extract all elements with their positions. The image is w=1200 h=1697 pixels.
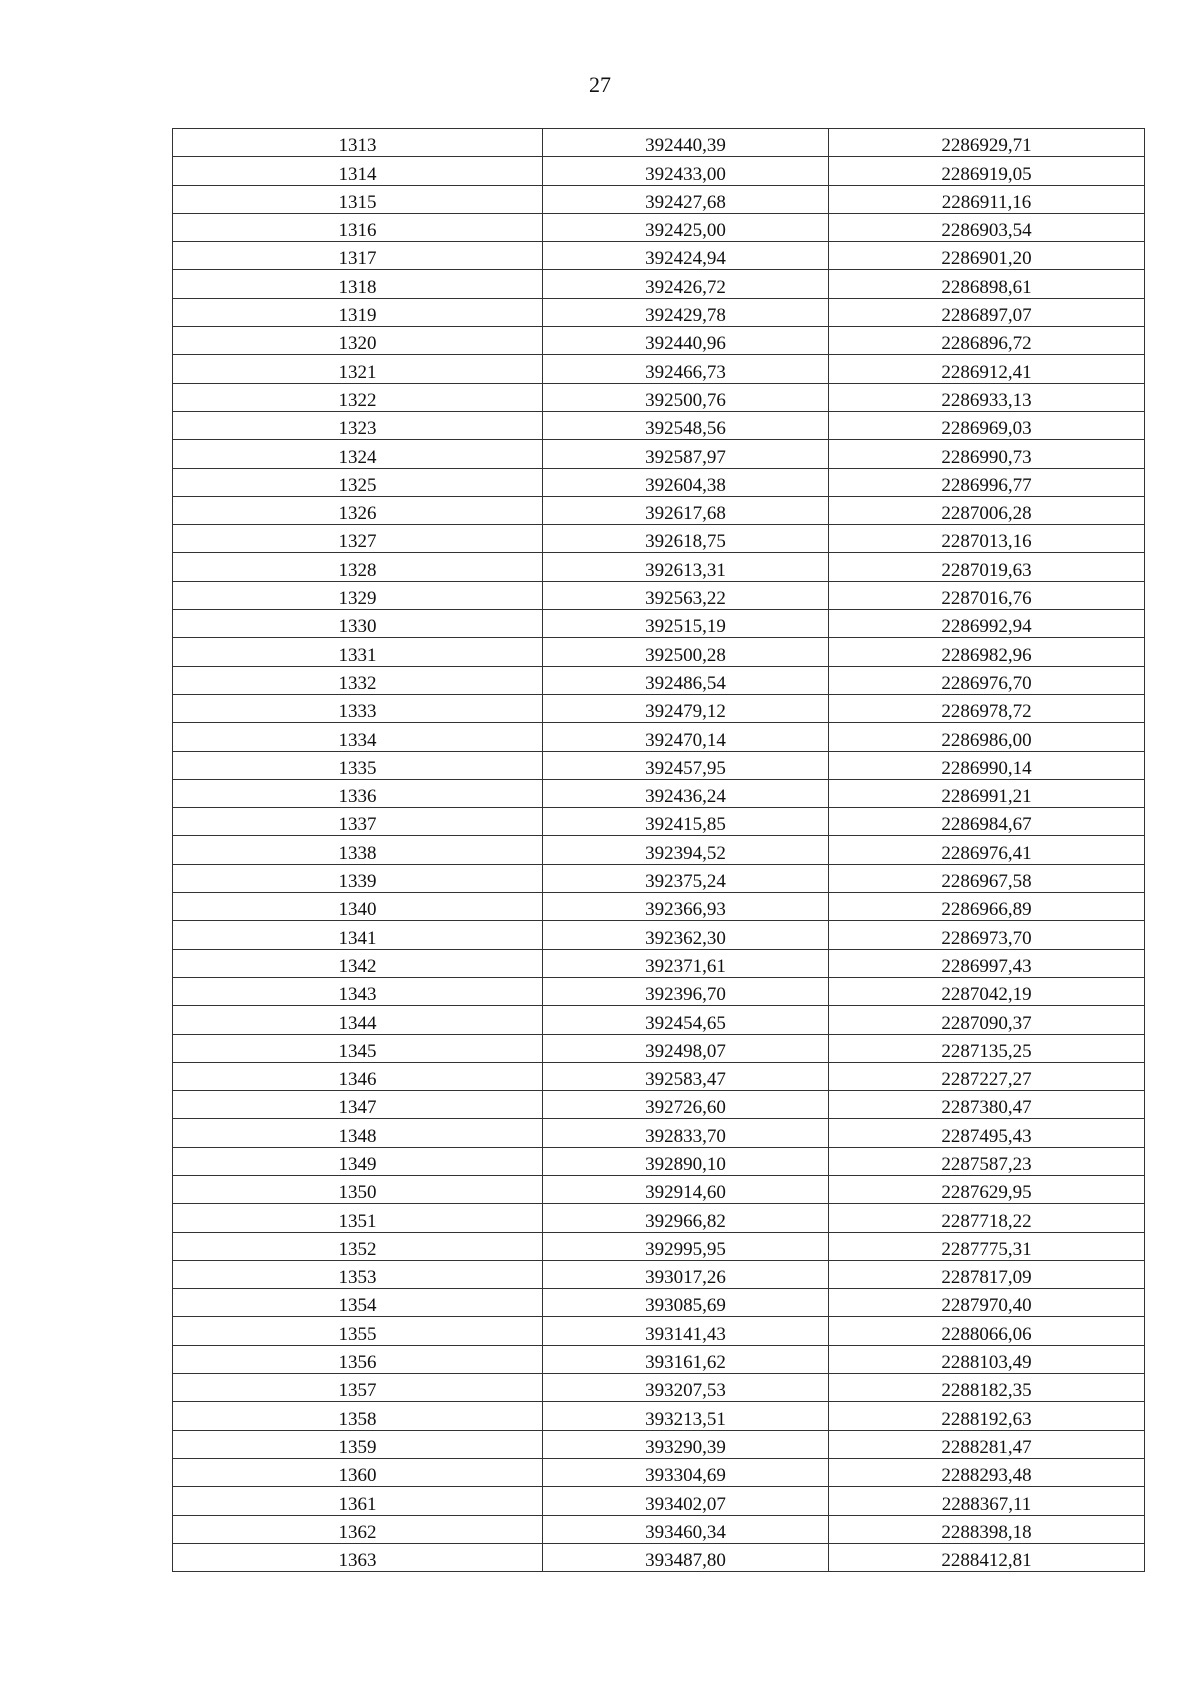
x-coordinate-cell: 392425,00 — [543, 213, 829, 241]
point-number-cell: 1331 — [173, 638, 543, 666]
y-coordinate-cell: 2288412,81 — [829, 1543, 1145, 1571]
y-coordinate-cell: 2287090,37 — [829, 1006, 1145, 1034]
table-row — [173, 949, 1145, 977]
x-coordinate-cell: 392362,30 — [543, 921, 829, 949]
table-row — [173, 553, 1145, 581]
y-coordinate-cell: 2287495,43 — [829, 1119, 1145, 1147]
x-coordinate-cell: 393141,43 — [543, 1317, 829, 1345]
y-coordinate-cell: 2286933,13 — [829, 383, 1145, 411]
point-number-cell: 1325 — [173, 468, 543, 496]
table-row — [173, 355, 1145, 383]
y-coordinate-cell: 2287775,31 — [829, 1232, 1145, 1260]
table-row — [173, 638, 1145, 666]
table-row — [173, 440, 1145, 468]
table-row — [173, 893, 1145, 921]
y-coordinate-cell: 2286992,94 — [829, 610, 1145, 638]
x-coordinate-cell: 392833,70 — [543, 1119, 829, 1147]
table-row — [173, 836, 1145, 864]
y-coordinate-cell: 2286911,16 — [829, 185, 1145, 213]
x-coordinate-cell: 392890,10 — [543, 1147, 829, 1175]
y-coordinate-cell: 2288398,18 — [829, 1515, 1145, 1543]
table-row — [173, 270, 1145, 298]
x-coordinate-cell: 393085,69 — [543, 1289, 829, 1317]
x-coordinate-cell: 392429,78 — [543, 298, 829, 326]
point-number-cell: 1340 — [173, 893, 543, 921]
x-coordinate-cell: 392726,60 — [543, 1091, 829, 1119]
x-coordinate-cell: 392415,85 — [543, 808, 829, 836]
point-number-cell: 1352 — [173, 1232, 543, 1260]
y-coordinate-cell: 2288066,06 — [829, 1317, 1145, 1345]
x-coordinate-cell: 392454,65 — [543, 1006, 829, 1034]
y-coordinate-cell: 2286991,21 — [829, 779, 1145, 807]
y-coordinate-cell: 2287629,95 — [829, 1175, 1145, 1203]
point-number-cell: 1337 — [173, 808, 543, 836]
table-row — [173, 1317, 1145, 1345]
x-coordinate-cell: 392457,95 — [543, 751, 829, 779]
y-coordinate-cell: 2286973,70 — [829, 921, 1145, 949]
table-row — [173, 1204, 1145, 1232]
point-number-cell: 1338 — [173, 836, 543, 864]
point-number-cell: 1324 — [173, 440, 543, 468]
point-number-cell: 1343 — [173, 977, 543, 1005]
point-number-cell: 1317 — [173, 242, 543, 270]
point-number-cell: 1315 — [173, 185, 543, 213]
x-coordinate-cell: 392440,39 — [543, 129, 829, 157]
x-coordinate-cell: 392440,96 — [543, 327, 829, 355]
y-coordinate-cell: 2286986,00 — [829, 723, 1145, 751]
x-coordinate-cell: 392479,12 — [543, 694, 829, 722]
point-number-cell: 1329 — [173, 581, 543, 609]
point-number-cell: 1322 — [173, 383, 543, 411]
x-coordinate-cell: 392375,24 — [543, 864, 829, 892]
point-number-cell: 1345 — [173, 1034, 543, 1062]
y-coordinate-cell: 2288192,63 — [829, 1402, 1145, 1430]
table-row — [173, 1034, 1145, 1062]
table-row — [173, 1091, 1145, 1119]
point-number-cell: 1327 — [173, 525, 543, 553]
table-row — [173, 1289, 1145, 1317]
y-coordinate-cell: 2287006,28 — [829, 496, 1145, 524]
y-coordinate-cell: 2288293,48 — [829, 1458, 1145, 1486]
table-row — [173, 1147, 1145, 1175]
x-coordinate-cell: 392500,28 — [543, 638, 829, 666]
table-row — [173, 185, 1145, 213]
x-coordinate-cell: 392436,24 — [543, 779, 829, 807]
table-row — [173, 1374, 1145, 1402]
table-row — [173, 1119, 1145, 1147]
x-coordinate-cell: 392396,70 — [543, 977, 829, 1005]
x-coordinate-cell: 393290,39 — [543, 1430, 829, 1458]
x-coordinate-cell: 393207,53 — [543, 1374, 829, 1402]
x-coordinate-cell: 393213,51 — [543, 1402, 829, 1430]
point-number-cell: 1344 — [173, 1006, 543, 1034]
table-row — [173, 1062, 1145, 1090]
y-coordinate-cell: 2286990,73 — [829, 440, 1145, 468]
point-number-cell: 1332 — [173, 666, 543, 694]
point-number-cell: 1334 — [173, 723, 543, 751]
x-coordinate-cell: 392371,61 — [543, 949, 829, 977]
x-coordinate-cell: 392426,72 — [543, 270, 829, 298]
x-coordinate-cell: 392995,95 — [543, 1232, 829, 1260]
x-coordinate-cell: 392914,60 — [543, 1175, 829, 1203]
table-row — [173, 383, 1145, 411]
point-number-cell: 1323 — [173, 411, 543, 439]
point-number-cell: 1314 — [173, 157, 543, 185]
x-coordinate-cell: 393017,26 — [543, 1260, 829, 1288]
point-number-cell: 1339 — [173, 864, 543, 892]
y-coordinate-cell: 2286901,20 — [829, 242, 1145, 270]
point-number-cell: 1357 — [173, 1374, 543, 1402]
y-coordinate-cell: 2286966,89 — [829, 893, 1145, 921]
table-row — [173, 1175, 1145, 1203]
table-row — [173, 808, 1145, 836]
point-number-cell: 1359 — [173, 1430, 543, 1458]
y-coordinate-cell: 2286997,43 — [829, 949, 1145, 977]
table-row — [173, 1232, 1145, 1260]
x-coordinate-cell: 392424,94 — [543, 242, 829, 270]
table-row — [173, 1260, 1145, 1288]
table-row — [173, 298, 1145, 326]
point-number-cell: 1320 — [173, 327, 543, 355]
y-coordinate-cell: 2286967,58 — [829, 864, 1145, 892]
x-coordinate-cell: 393487,80 — [543, 1543, 829, 1571]
y-coordinate-cell: 2286976,41 — [829, 836, 1145, 864]
point-number-cell: 1360 — [173, 1458, 543, 1486]
y-coordinate-cell: 2287016,76 — [829, 581, 1145, 609]
y-coordinate-cell: 2287019,63 — [829, 553, 1145, 581]
point-number-cell: 1346 — [173, 1062, 543, 1090]
x-coordinate-cell: 392515,19 — [543, 610, 829, 638]
y-coordinate-cell: 2286903,54 — [829, 213, 1145, 241]
point-number-cell: 1362 — [173, 1515, 543, 1543]
table-row — [173, 666, 1145, 694]
point-number-cell: 1350 — [173, 1175, 543, 1203]
point-number-cell: 1348 — [173, 1119, 543, 1147]
x-coordinate-cell: 393460,34 — [543, 1515, 829, 1543]
y-coordinate-cell: 2286919,05 — [829, 157, 1145, 185]
y-coordinate-cell: 2287587,23 — [829, 1147, 1145, 1175]
y-coordinate-cell: 2286969,03 — [829, 411, 1145, 439]
point-number-cell: 1363 — [173, 1543, 543, 1571]
y-coordinate-cell: 2286896,72 — [829, 327, 1145, 355]
y-coordinate-cell: 2287380,47 — [829, 1091, 1145, 1119]
table-row — [173, 1458, 1145, 1486]
table-row — [173, 751, 1145, 779]
table-row — [173, 694, 1145, 722]
point-number-cell: 1358 — [173, 1402, 543, 1430]
y-coordinate-cell: 2288367,11 — [829, 1487, 1145, 1515]
point-number-cell: 1336 — [173, 779, 543, 807]
y-coordinate-cell: 2287718,22 — [829, 1204, 1145, 1232]
point-number-cell: 1355 — [173, 1317, 543, 1345]
point-number-cell: 1328 — [173, 553, 543, 581]
point-number-cell: 1333 — [173, 694, 543, 722]
point-number-cell: 1319 — [173, 298, 543, 326]
point-number-cell: 1330 — [173, 610, 543, 638]
y-coordinate-cell: 2286897,07 — [829, 298, 1145, 326]
x-coordinate-cell: 392433,00 — [543, 157, 829, 185]
point-number-cell: 1347 — [173, 1091, 543, 1119]
point-number-cell: 1353 — [173, 1260, 543, 1288]
y-coordinate-cell: 2287227,27 — [829, 1062, 1145, 1090]
table-row — [173, 496, 1145, 524]
page-number: 27 — [589, 72, 611, 97]
x-coordinate-cell: 392587,97 — [543, 440, 829, 468]
table-row — [173, 1487, 1145, 1515]
y-coordinate-cell: 2286982,96 — [829, 638, 1145, 666]
point-number-cell: 1321 — [173, 355, 543, 383]
table-row — [173, 411, 1145, 439]
point-number-cell: 1341 — [173, 921, 543, 949]
y-coordinate-cell: 2288281,47 — [829, 1430, 1145, 1458]
y-coordinate-cell: 2288103,49 — [829, 1345, 1145, 1373]
x-coordinate-cell: 392613,31 — [543, 553, 829, 581]
point-number-cell: 1316 — [173, 213, 543, 241]
table-row — [173, 581, 1145, 609]
x-coordinate-cell: 392618,75 — [543, 525, 829, 553]
table-row — [173, 1543, 1145, 1571]
point-number-cell: 1326 — [173, 496, 543, 524]
point-number-cell: 1349 — [173, 1147, 543, 1175]
x-coordinate-cell: 392486,54 — [543, 666, 829, 694]
y-coordinate-cell: 2286996,77 — [829, 468, 1145, 496]
x-coordinate-cell: 392548,56 — [543, 411, 829, 439]
table-row — [173, 977, 1145, 1005]
table-row — [173, 525, 1145, 553]
y-coordinate-cell: 2286912,41 — [829, 355, 1145, 383]
table-row — [173, 468, 1145, 496]
x-coordinate-cell: 392394,52 — [543, 836, 829, 864]
x-coordinate-cell: 393161,62 — [543, 1345, 829, 1373]
table-row — [173, 1430, 1145, 1458]
y-coordinate-cell: 2287817,09 — [829, 1260, 1145, 1288]
table-row — [173, 779, 1145, 807]
y-coordinate-cell: 2286984,67 — [829, 808, 1145, 836]
table-row — [173, 213, 1145, 241]
table-row — [173, 129, 1145, 157]
table-row — [173, 1402, 1145, 1430]
x-coordinate-cell: 393304,69 — [543, 1458, 829, 1486]
y-coordinate-cell: 2287013,16 — [829, 525, 1145, 553]
x-coordinate-cell: 392604,38 — [543, 468, 829, 496]
y-coordinate-cell: 2286898,61 — [829, 270, 1145, 298]
table-row — [173, 1345, 1145, 1373]
x-coordinate-cell: 392617,68 — [543, 496, 829, 524]
y-coordinate-cell: 2287970,40 — [829, 1289, 1145, 1317]
point-number-cell: 1356 — [173, 1345, 543, 1373]
y-coordinate-cell: 2286978,72 — [829, 694, 1145, 722]
coordinates-table — [172, 128, 1145, 1572]
y-coordinate-cell: 2286929,71 — [829, 129, 1145, 157]
point-number-cell: 1318 — [173, 270, 543, 298]
point-number-cell: 1342 — [173, 949, 543, 977]
table-row — [173, 1006, 1145, 1034]
x-coordinate-cell: 392470,14 — [543, 723, 829, 751]
x-coordinate-cell: 393402,07 — [543, 1487, 829, 1515]
y-coordinate-cell: 2287135,25 — [829, 1034, 1145, 1062]
x-coordinate-cell: 392427,68 — [543, 185, 829, 213]
table-row — [173, 327, 1145, 355]
x-coordinate-cell: 392366,93 — [543, 893, 829, 921]
table-row — [173, 723, 1145, 751]
x-coordinate-cell: 392500,76 — [543, 383, 829, 411]
x-coordinate-cell: 392583,47 — [543, 1062, 829, 1090]
table-row — [173, 1515, 1145, 1543]
point-number-cell: 1313 — [173, 129, 543, 157]
point-number-cell: 1354 — [173, 1289, 543, 1317]
y-coordinate-cell: 2287042,19 — [829, 977, 1145, 1005]
y-coordinate-cell: 2286976,70 — [829, 666, 1145, 694]
point-number-cell: 1351 — [173, 1204, 543, 1232]
table-row — [173, 921, 1145, 949]
table-row — [173, 864, 1145, 892]
point-number-cell: 1361 — [173, 1487, 543, 1515]
y-coordinate-cell: 2286990,14 — [829, 751, 1145, 779]
y-coordinate-cell: 2288182,35 — [829, 1374, 1145, 1402]
point-number-cell: 1335 — [173, 751, 543, 779]
coordinates-table-body — [173, 129, 1145, 1572]
table-row — [173, 157, 1145, 185]
x-coordinate-cell: 392498,07 — [543, 1034, 829, 1062]
x-coordinate-cell: 392966,82 — [543, 1204, 829, 1232]
table-row — [173, 242, 1145, 270]
x-coordinate-cell: 392563,22 — [543, 581, 829, 609]
table-row — [173, 610, 1145, 638]
x-coordinate-cell: 392466,73 — [543, 355, 829, 383]
